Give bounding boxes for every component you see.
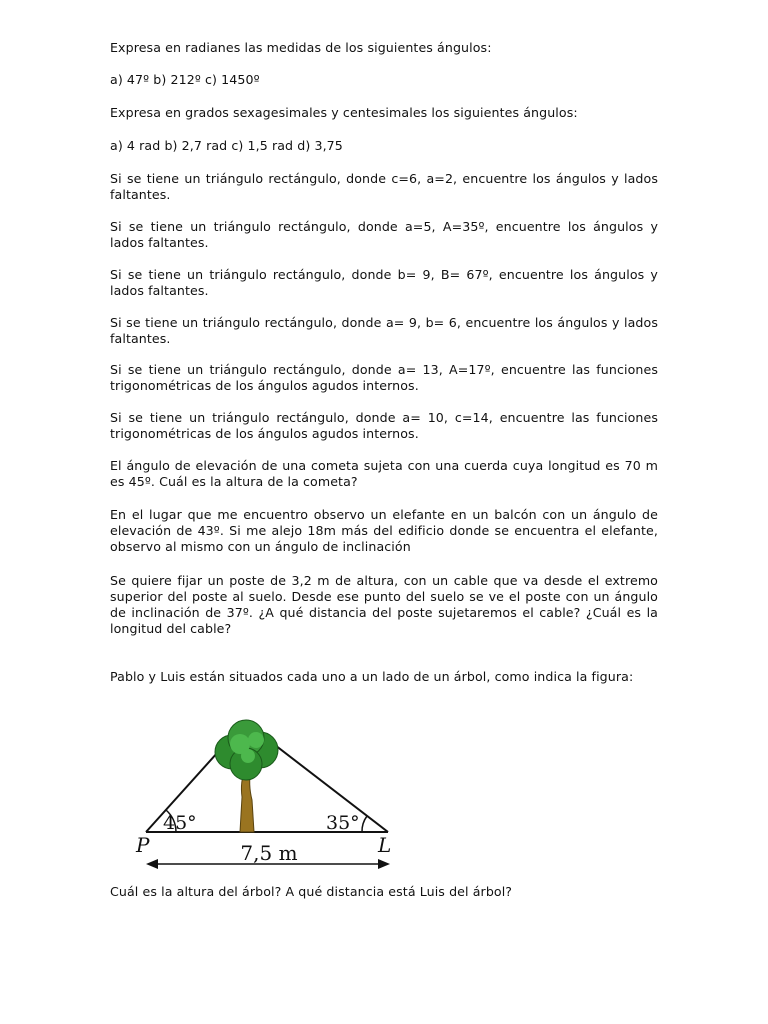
arrowhead-right — [378, 859, 390, 869]
exercise-4: Si se tiene un triángulo rectángulo, donde a=5, A=35º, encuentre los ángulos y lados faltantes. — [110, 219, 658, 250]
angle-label-right: 35° — [326, 812, 360, 834]
exercise-5: Si se tiene un triángulo rectángulo, donde b= 9, B= 67º, encuentre los ángulos y lados faltantes. — [110, 267, 658, 298]
arrowhead-left — [146, 859, 158, 869]
tree-triangle-figure — [130, 712, 410, 877]
exercise-10: En el lugar que me encuentro observo un elefante en un balcón con un ángulo de elevación de 43º. Si me alejo 18m más del edificio donde se encuentra el elefante, observo al mismo con un ángulo de inclinación — [110, 507, 658, 554]
exercise-9: El ángulo de elevación de una cometa sujeta con una cuerda cuya longitud es 70 m es 45º. Cuál es la altura de la cometa? — [110, 458, 658, 489]
point-label-p: P — [136, 833, 150, 857]
exercise-7: Si se tiene un triángulo rectángulo, donde a= 13, A=17º, encuentre las funciones trigonométricas de los ángulos agudos internos. — [110, 362, 658, 393]
point-label-l: L — [378, 833, 392, 857]
final-question: Cuál es la altura del árbol? A qué distancia está Luis del árbol? — [110, 884, 513, 899]
exercise-6: Si se tiene un triángulo rectángulo, donde a= 9, b= 6, encuentre los ángulos y lados faltantes. — [110, 315, 658, 346]
angle-label-left: 45° — [163, 812, 197, 834]
exercise-3: Si se tiene un triángulo rectángulo, donde c=6, a=2, encuentre los ángulos y lados faltantes. — [110, 171, 658, 202]
angle-arc-right — [362, 816, 367, 832]
exercise-1-items: a) 47º b) 212º c) 1450º — [110, 72, 260, 87]
exercise-2-prompt: Expresa en grados sexagesimales y centesimales los siguientes ángulos: — [110, 105, 578, 120]
exercise-12-intro: Pablo y Luis están situados cada uno a un lado de un árbol, como indica la figura: — [110, 669, 634, 684]
exercise-11: Se quiere fijar un poste de 3,2 m de altura, con un cable que va desde el extremo superior del poste al suelo. Desde ese punto del suelo se ve el poste con un ángulo de inclinación de 37º. ¿A qué distancia del poste sujetaremos el cable? ¿Cuál es la longitud del cable? — [110, 573, 658, 636]
distance-label: 7,5 m — [240, 841, 298, 865]
exercise-1-prompt: Expresa en radianes las medidas de los siguientes ángulos: — [110, 40, 492, 55]
exercise-2-items: a) 4 rad b) 2,7 rad c) 1,5 rad d) 3,75 — [110, 138, 343, 153]
exercise-8: Si se tiene un triángulo rectángulo, donde a= 10, c=14, encuentre las funciones trigonométricas de los ángulos agudos internos. — [110, 410, 658, 441]
tree-foliage — [215, 720, 278, 780]
